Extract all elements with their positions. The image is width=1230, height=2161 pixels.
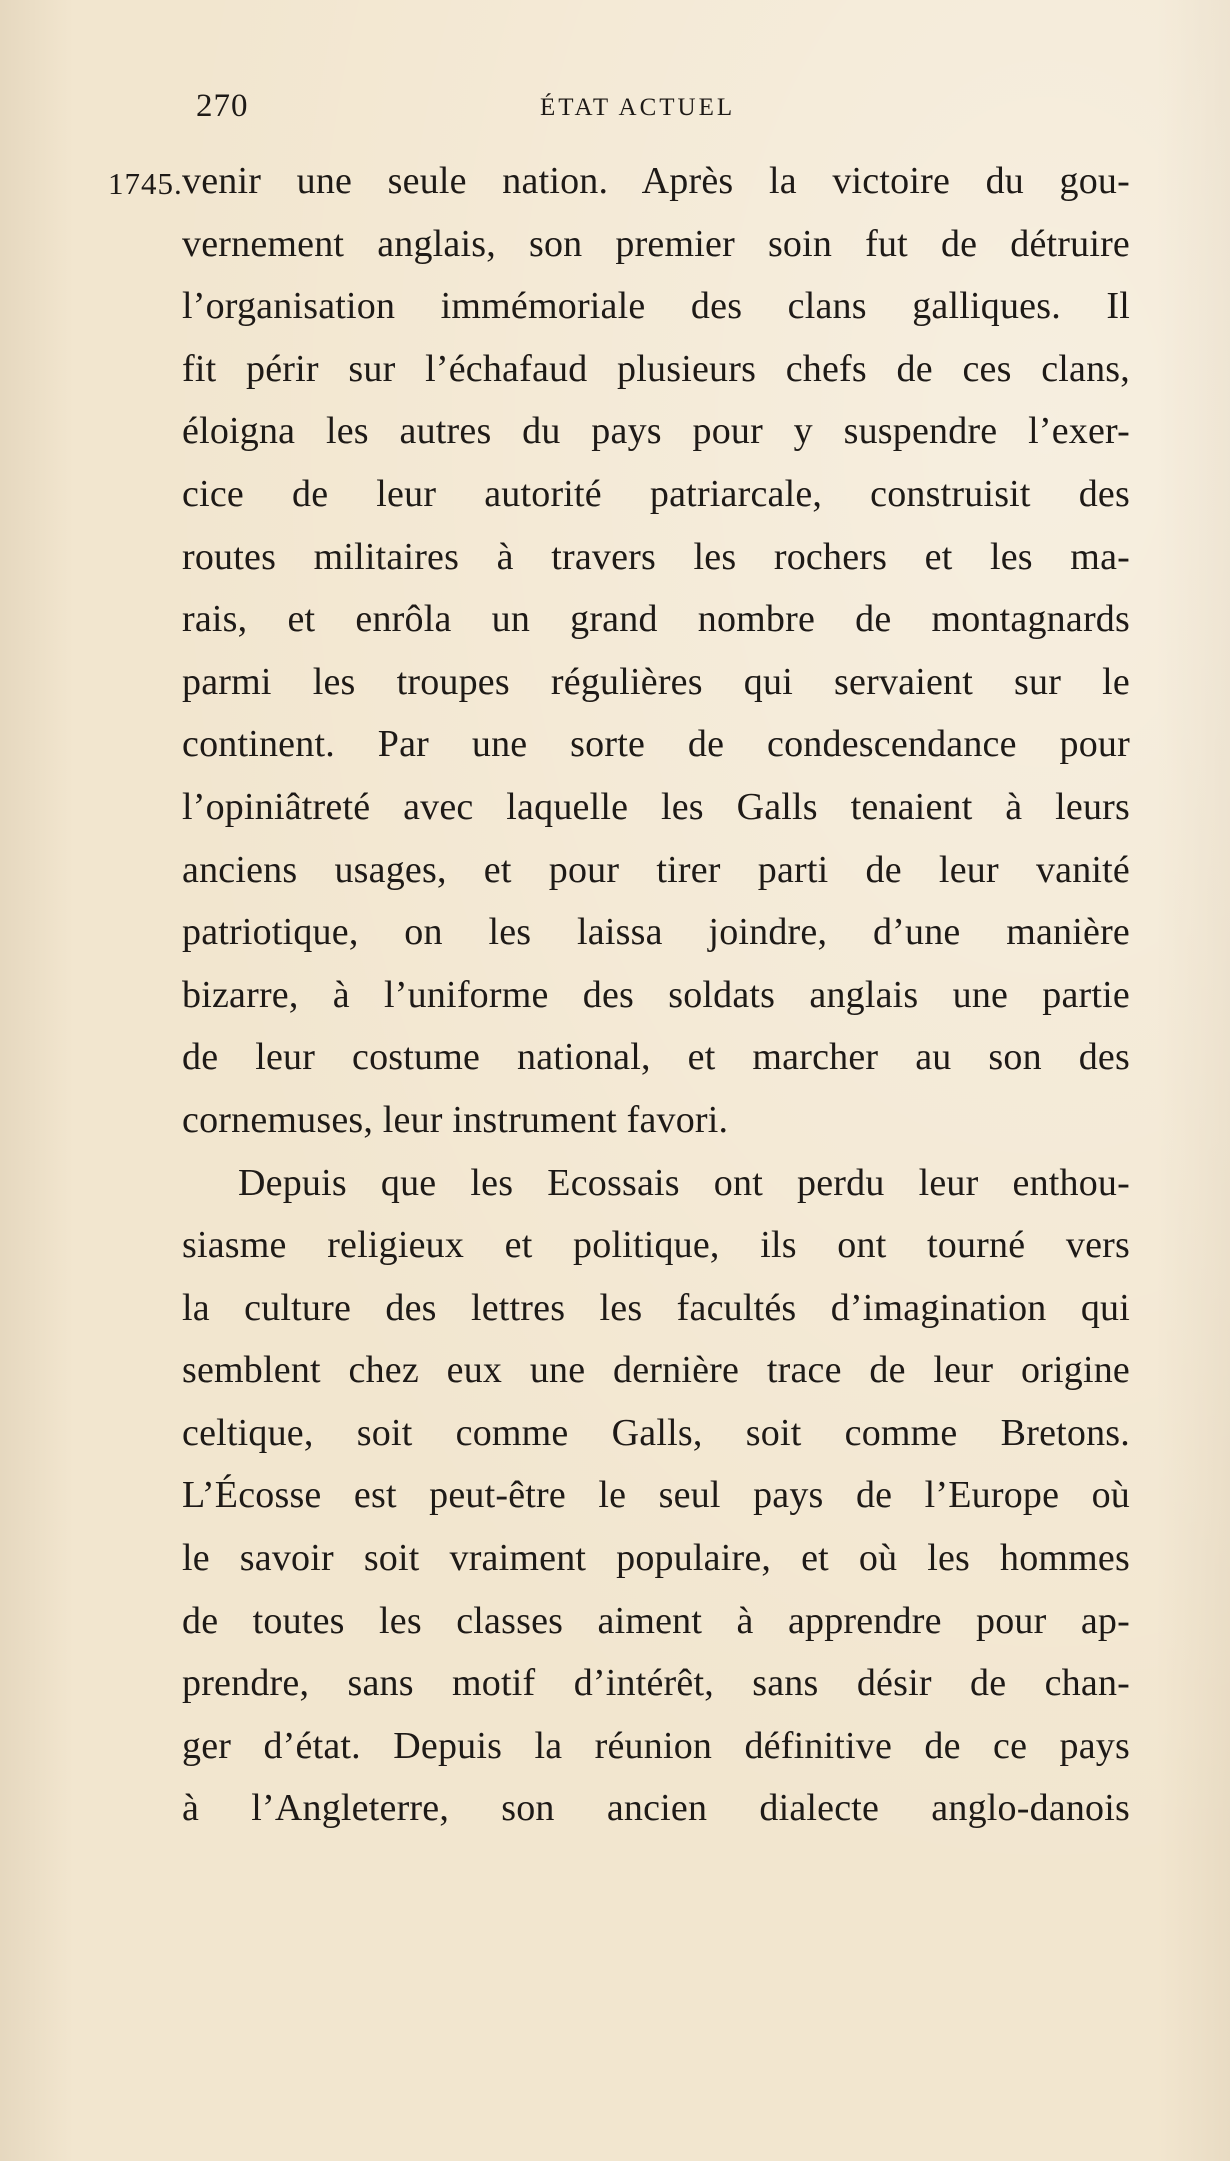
paragraph-start-line: Depuis que les Ecossais ont perdu leur enthou- xyxy=(238,1161,1130,1204)
text-line: continent. Par une sorte de condescendance pour xyxy=(182,723,1130,766)
text-line: celtique, soit comme Galls, soit comme Bretons. xyxy=(182,1411,1130,1454)
text-line: fit périr sur l’échafaud plusieurs chefs de ces clans, xyxy=(182,347,1130,390)
text-line: la culture des lettres les facultés d’imagination qui xyxy=(182,1286,1130,1329)
text-line: prendre, sans motif d’intérêt, sans désir de chan- xyxy=(182,1662,1130,1705)
page-number: 270 xyxy=(196,88,249,124)
text-line: l’organisation immémoriale des clans galliques. Il xyxy=(182,285,1130,328)
text-line: de toutes les classes aiment à apprendre pour ap- xyxy=(182,1599,1130,1642)
text-line: routes militaires à travers les rochers et les ma- xyxy=(182,535,1130,578)
text-line: ger d’état. Depuis la réunion définitive de ce pays xyxy=(182,1724,1130,1767)
text-line: à l’Angleterre, son ancien dialecte anglo-danois xyxy=(182,1787,1130,1830)
text-line: vernement anglais, son premier soin fut de détruire xyxy=(182,222,1130,265)
text-line: cice de leur autorité patriarcale, construisit des xyxy=(182,472,1130,515)
text-line: siasme religieux et politique, ils ont tourné vers xyxy=(182,1224,1130,1267)
text-line: anciens usages, et pour tirer parti de leur vanité xyxy=(182,848,1130,891)
text-line: parmi les troupes régulières qui servaient sur le xyxy=(182,660,1130,703)
page-header xyxy=(196,88,916,128)
margin-date-note: 1745. xyxy=(108,166,183,201)
text-line: cornemuses, leur instrument favori. xyxy=(182,1098,729,1141)
text-line: le savoir soit vraiment populaire, et où les hommes xyxy=(182,1537,1130,1580)
text-line: semblent chez eux une dernière trace de leur origine xyxy=(182,1349,1130,1392)
text-line: l’opiniâtreté avec laquelle les Galls tenaient à leurs xyxy=(182,785,1130,828)
text-line: bizarre, à l’uniforme des soldats anglais une partie xyxy=(182,973,1130,1016)
text-line: éloigna les autres du pays pour y suspendre l’exer- xyxy=(182,410,1130,453)
body-text xyxy=(182,150,1130,1840)
text-line: de leur costume national, et marcher au son des xyxy=(182,1036,1130,1079)
text-line: venir une seule nation. Après la victoire du gou- xyxy=(182,160,1130,202)
text-line: patriotique, on les laissa joindre, d’une manière xyxy=(182,911,1130,954)
text-line: L’Écosse est peut-être le seul pays de l’Europe où xyxy=(182,1474,1130,1517)
text-line: rais, et enrôla un grand nombre de montagnards xyxy=(182,598,1130,641)
running-title: ÉTAT ACTUEL xyxy=(540,94,736,121)
